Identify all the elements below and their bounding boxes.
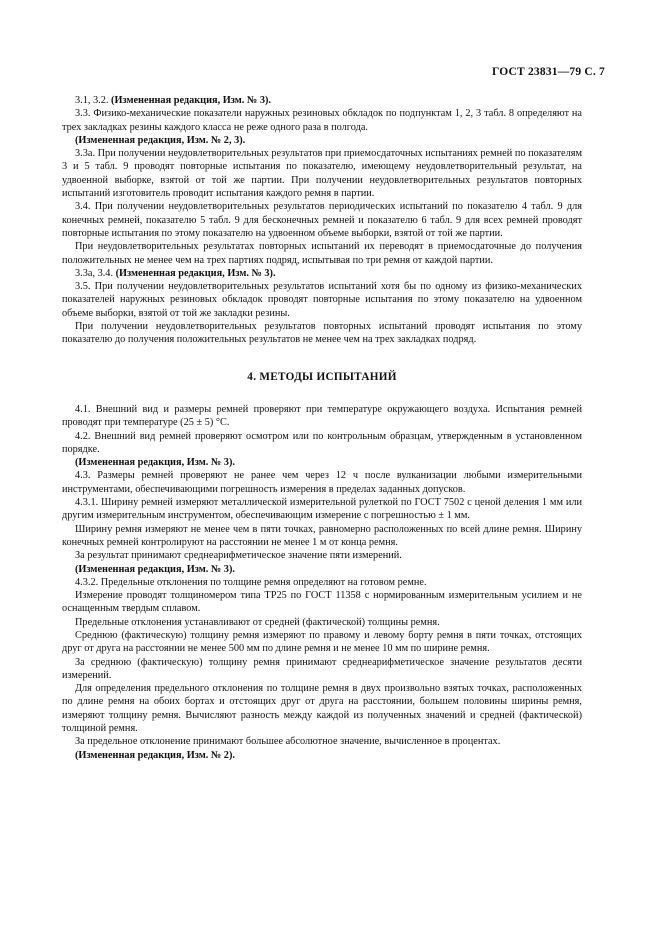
paragraph: За предельное отклонение принимают большее абсолютное значение, вычисленное в процентах. <box>75 736 501 748</box>
section-3-paragraphs <box>62 94 582 347</box>
paragraph: 4.1. Внешний вид и размеры ремней проверяют при температуре окружающего воздуха. Испытания ремней проводят при температуре (25 ± 5) °С. <box>62 403 582 429</box>
paragraph: При неудовлетворительных результатах повторных испытаний их переводят в приемосдаточные до получения положительных не менее чем на трех партиях подряд, испытывая по три ремня от каждой партии. <box>62 241 582 266</box>
paragraph: 4.2. Внешний вид ремней проверяют осмотром или по контрольным образцам, утвержденным в установленном порядке. <box>62 430 582 455</box>
paragraph: Ширину ремня измеряют не менее чем в пяти точках, равномерно расположенных по всей длине ремня. Ширину конечных ремней контролируют на расстоянии не менее 1 м от конца ремня. <box>62 523 582 548</box>
paragraph: Измерение проводят толщиномером типа ТР25 по ГОСТ 11358 с нормированным измерительным усилием и не оснащенным твердым сплавом. <box>62 590 582 615</box>
paragraph: За среднюю (фактическую) толщину ремня принимают среднеарифметическое значение результатов десяти измерений. <box>62 656 582 681</box>
paragraph: 3.3а. При получении неудовлетворительных результатов при приемосдаточных испытаниях ремней по показателям 3 и 5 табл. 9 проводят повторные испытания по показателю, имеющему неудовлетворительный результат, на удвоенной выборке, взятой от той же партии. При получении неудовлетворительных результатов повторных испытаний изготовитель проводит испытания каждого ремня в партии. <box>62 148 582 200</box>
paragraph: Для определения предельного отклонения по толщине ремня в двух произвольно взятых точках, расположенных по длине ремня на обоих бортах и отстоящих друг от друга на расстоянии, большем половины ширины ремня, измеряют толщину ремня. Вычисляют разность между каждой из полученных значений и средней (фактической) толщиной ремня. <box>62 683 582 735</box>
document-body <box>62 94 582 762</box>
section-heading: 4. МЕТОДЫ ИСПЫТАНИЙ <box>247 370 397 383</box>
amendment-label: (Измененная редакция, Изм. № 3). <box>111 95 271 106</box>
amendment-note <box>62 267 582 280</box>
paragraph: 3.4. При получении неудовлетворительных результатов периодических испытаний по показателю 4 табл. 9 для конечных ремней, показателю 5 табл. 9 для бесконечных ремней и показателю 6 табл. 9 для всех ремней проводят повторные испытания по этому показателю на удвоенном объеме выборки, взятой от той же партии. <box>62 201 582 239</box>
section-4-paragraphs <box>62 403 582 762</box>
paragraph: 3.3. Физико-механические показатели наружных резиновых обкладок по подпунктам 1, 2, 3 табл. 8 определяют на трех закладках резины каждого класса не реже одного раза в полгода. <box>62 108 582 133</box>
amendment-label: (Измененная редакция, Изм. № 3). <box>115 267 276 279</box>
clause-ref: 3.3а, 3.4. <box>75 267 116 279</box>
amendment-note <box>62 94 582 107</box>
amendment-note: (Измененная редакция, Изм. № 2). <box>75 749 235 761</box>
paragraph: 4.3.1. Ширину ремней измеряют металлической измерительной рулеткой по ГОСТ 7502 с ценой деления 1 мм или другим измерительным инструментом, обеспечивающим измерение с погрешностью ± 1 мм. <box>62 497 582 522</box>
paragraph: При получении неудовлетворительных результатов повторных испытаний проводят испытания по этому показателю до получения положительных результатов не менее чем на трех закладках подряд. <box>62 321 582 346</box>
document-header: ГОСТ 23831—79 С. 7 <box>492 66 605 78</box>
paragraph: Среднюю (фактическую) толщину ремня измеряют по правому и левому борту ремня в пяти точках, отстоящих друг от друга на расстоянии не менее 500 мм по длине ремня и не менее 10 мм по ширине ремня. <box>62 629 582 655</box>
paragraph: За результат принимают среднеарифметическое значение пяти измерений. <box>75 550 402 562</box>
paragraph: 4.3. Размеры ремней проверяют не ранее чем через 12 ч после вулканизации любыми измерительными инструментами, обеспечивающими погрешность измерения в пределах заданных допусков. <box>62 470 582 495</box>
amendment-note: (Измененная редакция, Изм. № 3). <box>75 563 235 575</box>
paragraph: 3.5. При получении неудовлетворительных результатов испытаний хотя бы по одному из физико-механических показателей наружных резиновых обкладок проводят повторные испытания по этому показателю на удвоенном объеме выборки, взятой от той же закладки резины. <box>62 281 582 319</box>
paragraph: Предельные отклонения устанавливают от средней (фактической) толщины ремня. <box>75 616 440 628</box>
amendment-note: (Измененная редакция, Изм. № 2, 3). <box>75 134 246 146</box>
clause-ref: 3.1, 3.2. <box>75 95 112 106</box>
amendment-note: (Измененная редакция, Изм. № 3). <box>75 457 235 469</box>
paragraph: 4.3.2. Предельные отклонения по толщине ремня определяют на готовом ремне. <box>75 576 427 588</box>
